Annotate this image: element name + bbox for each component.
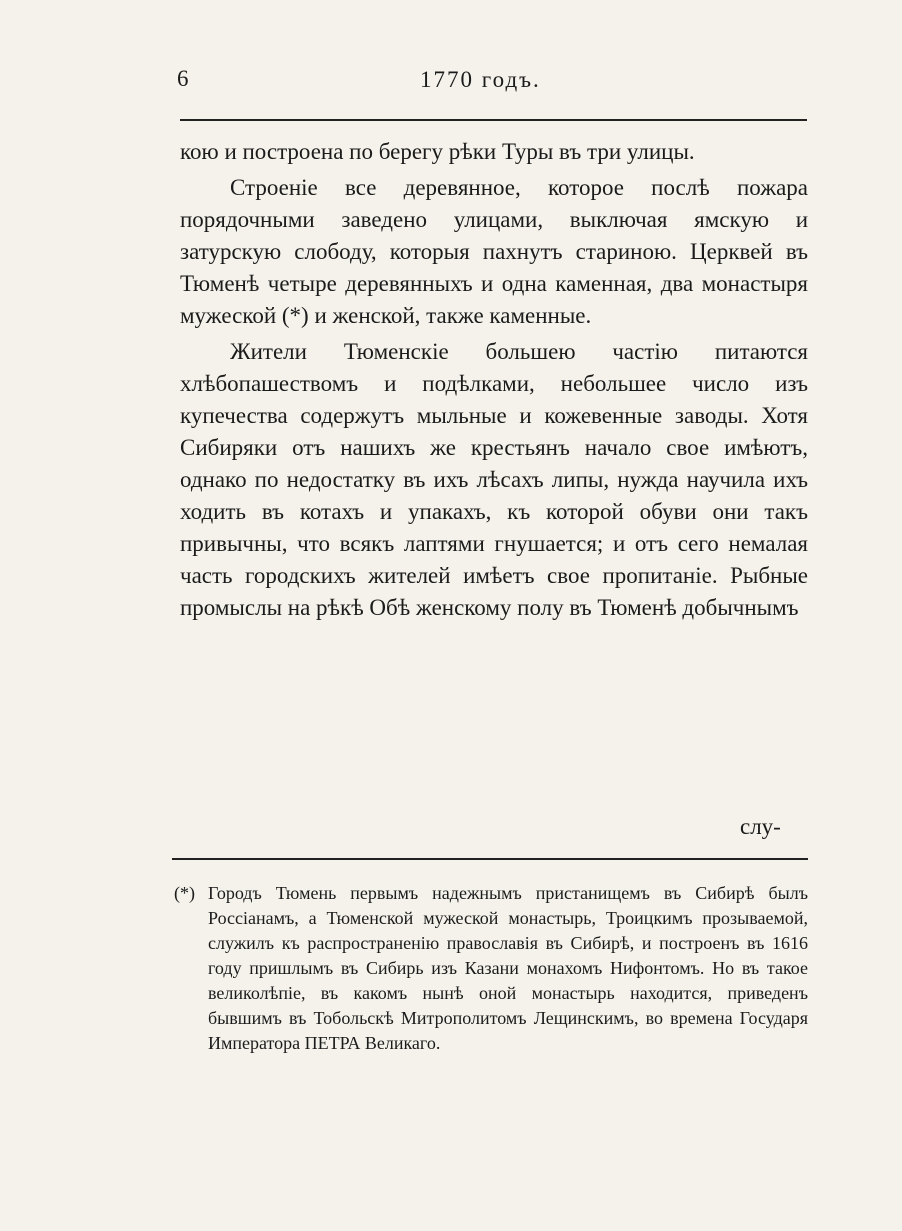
footnote-marker: (*): [174, 883, 195, 903]
running-head: 1770 годъ.: [420, 67, 541, 92]
footnote: [174, 881, 808, 1056]
footnote-rule: [172, 858, 808, 860]
paragraph-buildings: Строеніе все деревянное, которое послѣ пожара порядочными заведено улицами, выключая ямскую и затурскую слободу, которыя пахнутъ стариною. Церквей въ Тюменѣ четыре деревянныхъ и одна каменная, два монастыря мужеской (*) и женской, также каменные.: [180, 175, 808, 328]
page-number: 6: [177, 66, 189, 91]
body-text: [180, 136, 808, 624]
footnote-text: Городъ Тюмень первымъ надежнымъ пристанищемъ въ Сибирѣ былъ Россіанамъ, а Тюменской мужеской монастырь, Троицкимъ прозываемой, служилъ къ распространенію православія въ Сибирѣ, и построенъ въ 1616 году пришлымъ въ Сибирь изъ Казани монахомъ Нифонтомъ. Но въ такое великолѣпіе, въ какомъ нынѣ оной монастырь находится, приведенъ бывшимъ въ Тобольскѣ Митрополитомъ Лещинскимъ, во времена Государя Императора ПЕТРА Великаго.: [208, 883, 808, 1053]
catchword: слу-: [740, 814, 781, 839]
paragraph-continued: кою и построена по берегу рѣки Туры въ три улицы.: [180, 139, 695, 164]
paragraph-inhabitants: Жители Тюменскіе большею частію питаются хлѣбопашествомъ и подѣлками, небольшее число изъ купечества содержутъ мыльные и кожевенные заводы. Хотя Сибиряки отъ нашихъ же крестьянъ начало свое имѣютъ, однако по недостатку въ ихъ лѣсахъ липы, нужда научила ихъ ходить въ котахъ и упакахъ, къ которой обуви они такъ привычны, что всякъ лаптями гнушается; и отъ сего немалая часть городскихъ жителей имѣетъ свое пропитаніе. Рыбные промыслы на рѣкѣ Обѣ женскому полу въ Тюменѣ добычнымъ: [180, 339, 808, 620]
header-rule: [180, 119, 807, 121]
